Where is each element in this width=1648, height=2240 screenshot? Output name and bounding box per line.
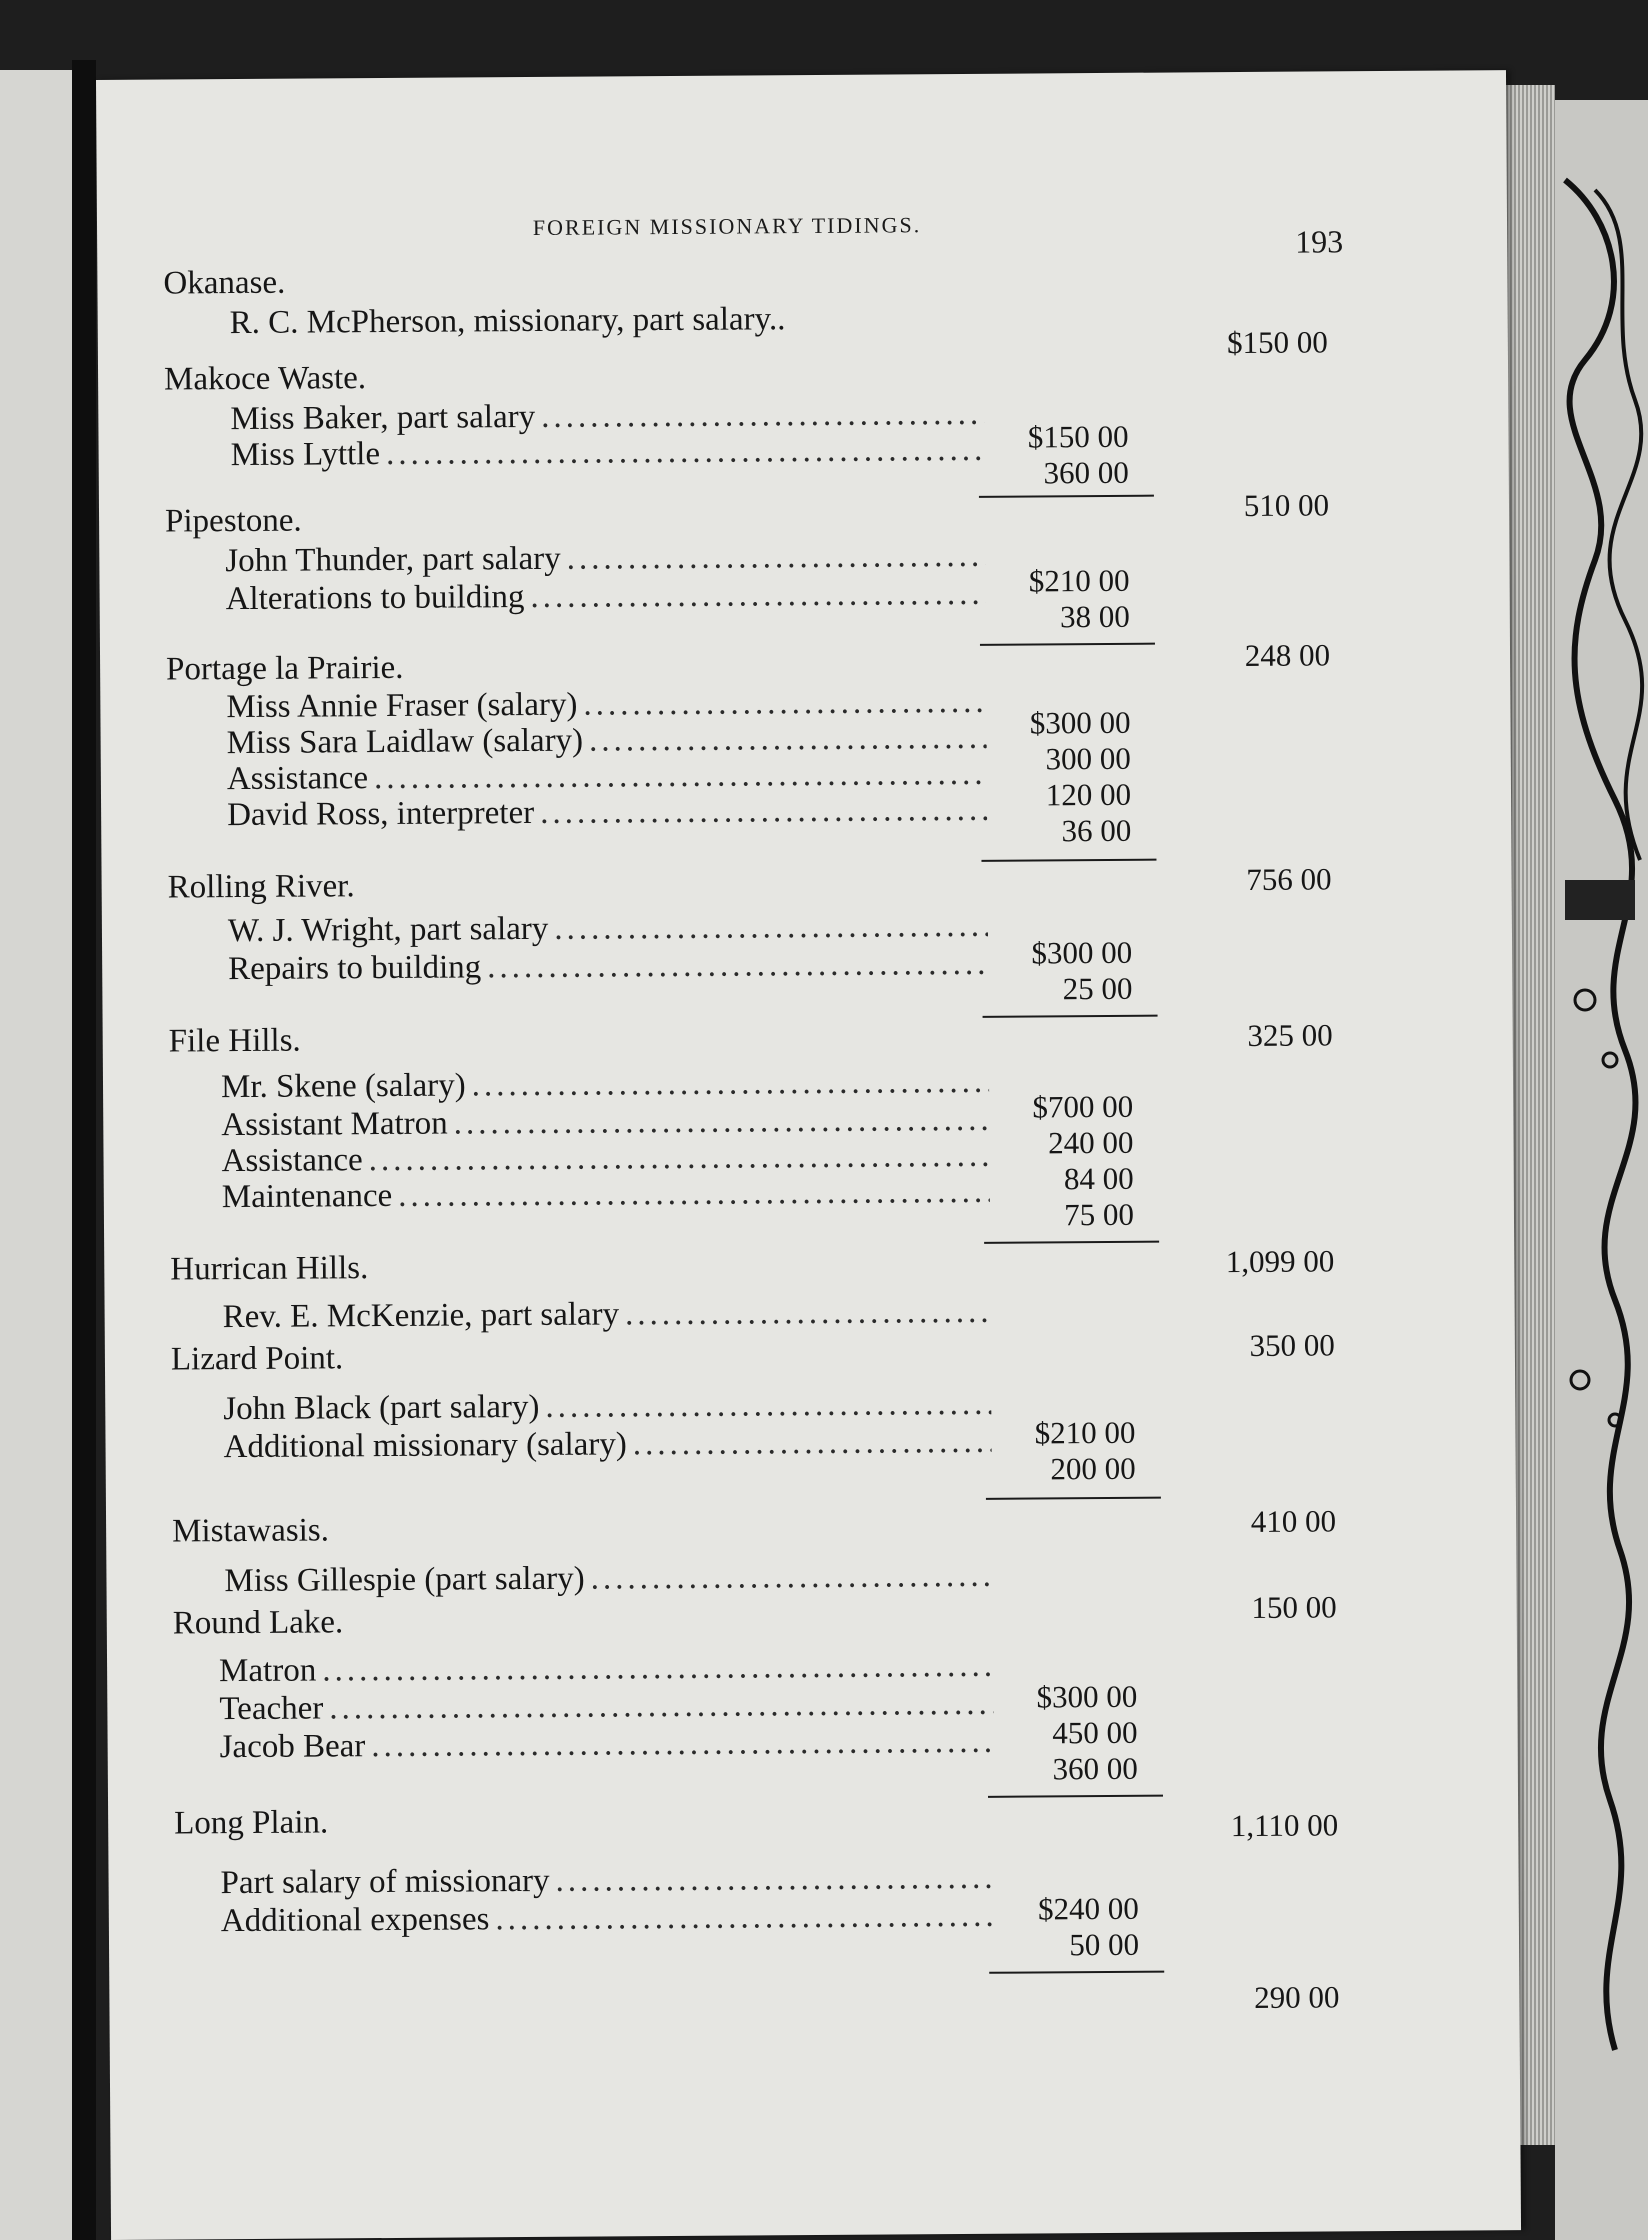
ledger-item	[230, 300, 970, 342]
ledger-item	[230, 432, 990, 474]
ledger-item	[223, 1424, 997, 1466]
ledger-item	[221, 1064, 995, 1106]
item-amount: 25 00	[1062, 970, 1133, 1007]
station-total: 1,110 00	[1230, 1807, 1339, 1844]
item-amount: 38 00	[1059, 598, 1130, 635]
item-label: Miss Baker, part salary	[230, 398, 536, 438]
station-name: Lizard Point.	[170, 1340, 344, 1378]
ledger-item	[222, 1174, 996, 1216]
item-label: Jacob Bear	[219, 1728, 366, 1766]
page-number: 193	[1295, 223, 1344, 260]
item-label: R. C. McPherson, missionary, part salary..	[229, 301, 786, 342]
dot-leader	[530, 576, 985, 616]
station-total: 756 00	[1246, 861, 1332, 897]
dot-leader	[371, 1724, 994, 1765]
ledger-item	[220, 1724, 1000, 1766]
station-name: Mistawasis.	[172, 1512, 330, 1550]
item-amount: $150 00	[1027, 418, 1129, 455]
ledger-item	[223, 1386, 997, 1428]
item-amount: 50 00	[1069, 1926, 1140, 1963]
dot-leader	[633, 1424, 992, 1464]
station-total: 290 00	[1254, 1979, 1340, 2015]
ledger-item	[221, 1898, 1001, 1940]
dot-leader	[454, 1102, 990, 1143]
item-amount: $300 00	[1029, 704, 1131, 741]
dot-leader	[540, 792, 987, 832]
subtotal-rule	[981, 859, 1156, 862]
item-label: Additional expenses	[220, 1901, 490, 1940]
subtotal-rule	[988, 1795, 1163, 1798]
item-label: John Black (part salary)	[223, 1388, 540, 1428]
ledger-item	[224, 1558, 998, 1600]
dot-leader	[541, 396, 984, 436]
item-label: Assistant Matron	[221, 1105, 448, 1144]
dot-leader	[583, 684, 986, 724]
item-label: John Thunder, part salary	[225, 540, 561, 580]
item-label: Assistance	[221, 1142, 363, 1180]
station-total: 410 00	[1250, 1503, 1337, 1539]
station-name: Round Lake.	[172, 1604, 344, 1642]
item-label: Alterations to building	[225, 579, 525, 618]
ledger-item	[223, 1294, 997, 1336]
dot-leader	[329, 1686, 993, 1728]
item-label: Matron	[218, 1652, 317, 1690]
item-label: Mr. Skene (salary)	[220, 1067, 466, 1106]
station-total: 1,099 00	[1225, 1243, 1335, 1280]
dot-leader	[567, 538, 986, 578]
station-total: 150 00	[1251, 1589, 1337, 1625]
station-name: File Hills.	[168, 1022, 301, 1060]
item-amount: 36 00	[1061, 812, 1132, 849]
item-amount: $240 00	[1037, 1890, 1139, 1927]
item-label: Miss Annie Fraser (salary)	[226, 686, 578, 726]
station-name: Long Plain.	[174, 1804, 329, 1842]
dot-leader	[495, 1898, 995, 1938]
dot-leader	[591, 1558, 993, 1598]
item-label: W. J. Wright, part salary	[227, 910, 549, 950]
station-name: Rolling River.	[167, 868, 355, 906]
item-label: Teacher	[219, 1690, 324, 1728]
station-total: 325 00	[1247, 1017, 1333, 1053]
item-label: Repairs to building	[228, 949, 482, 988]
subtotal-rule	[983, 1015, 1158, 1018]
item-label: Miss Lyttle	[230, 436, 381, 474]
book-gutter	[72, 60, 96, 2240]
dot-leader	[589, 720, 987, 760]
item-amount: 450 00	[1052, 1714, 1138, 1751]
item-label: Assistance	[226, 760, 369, 798]
item-label: Miss Sara Laidlaw (salary)	[226, 722, 584, 762]
dot-leader	[472, 1064, 990, 1105]
item-amount: $210 00	[1034, 1414, 1136, 1451]
item-amount: 300 00	[1045, 740, 1131, 777]
ledger-item	[227, 792, 993, 834]
ledger-item	[219, 1648, 999, 1690]
item-amount: 360 00	[1052, 1750, 1138, 1787]
subtotal-rule	[989, 1971, 1164, 1974]
dot-leader	[369, 1138, 990, 1179]
station-total: $150 00	[1226, 324, 1328, 361]
item-amount: 200 00	[1050, 1450, 1136, 1487]
ledger-item	[219, 1686, 999, 1728]
ledger-item	[228, 946, 994, 988]
ornament-scroll-icon	[1555, 100, 1648, 2240]
item-amount: 360 00	[1043, 454, 1129, 491]
item-label: Rev. E. McKenzie, part salary	[222, 1296, 620, 1336]
station-total: 248 00	[1244, 637, 1331, 673]
item-amount: 84 00	[1063, 1160, 1134, 1197]
facing-page-edge	[0, 70, 72, 2240]
item-label: Miss Gillespie (part salary)	[224, 1560, 585, 1600]
station-total: 350 00	[1249, 1327, 1335, 1363]
item-amount: 120 00	[1045, 776, 1132, 813]
subtotal-rule	[980, 643, 1155, 646]
item-amount: $300 00	[1031, 934, 1133, 971]
cover-ornament	[1555, 100, 1648, 2240]
dot-leader	[386, 432, 985, 473]
ledger-entries	[96, 70, 1521, 2180]
subtotal-rule	[984, 1241, 1159, 1244]
station-name: Portage la Prairie.	[165, 649, 404, 688]
item-label: Maintenance	[221, 1177, 393, 1216]
item-amount: $300 00	[1036, 1678, 1138, 1715]
item-label: Additional missionary (salary)	[223, 1426, 627, 1466]
dot-leader	[625, 1294, 991, 1334]
ledger-item	[220, 1860, 1000, 1902]
dot-leader	[555, 1860, 994, 1900]
dot-leader	[545, 1386, 991, 1426]
subtotal-rule	[986, 1497, 1161, 1500]
ledger-item	[228, 908, 994, 950]
item-label: David Ross, interpreter	[227, 794, 535, 834]
item-amount: 75 00	[1064, 1196, 1135, 1233]
station-name: Okanase.	[163, 264, 286, 302]
station-name: Makoce Waste.	[163, 360, 367, 398]
item-amount: $210 00	[1028, 562, 1130, 599]
ledger-item	[225, 538, 991, 580]
subtotal-rule	[979, 495, 1154, 498]
ledger-item	[226, 576, 992, 618]
running-header: FOREIGN MISSIONARY TIDINGS.	[532, 212, 922, 240]
book-page	[96, 70, 1521, 2240]
item-label: Part salary of missionary	[220, 1862, 550, 1902]
item-amount: $700 00	[1032, 1088, 1134, 1125]
item-amount: 240 00	[1048, 1124, 1134, 1161]
dot-leader	[487, 946, 988, 986]
dot-leader	[322, 1648, 993, 1690]
dot-leader	[554, 908, 988, 948]
dot-leader	[374, 756, 987, 797]
station-total: 510 00	[1243, 487, 1330, 523]
dot-leader	[398, 1174, 990, 1215]
station-name: Hurrican Hills.	[170, 1250, 369, 1288]
station-name: Pipestone.	[164, 502, 302, 540]
